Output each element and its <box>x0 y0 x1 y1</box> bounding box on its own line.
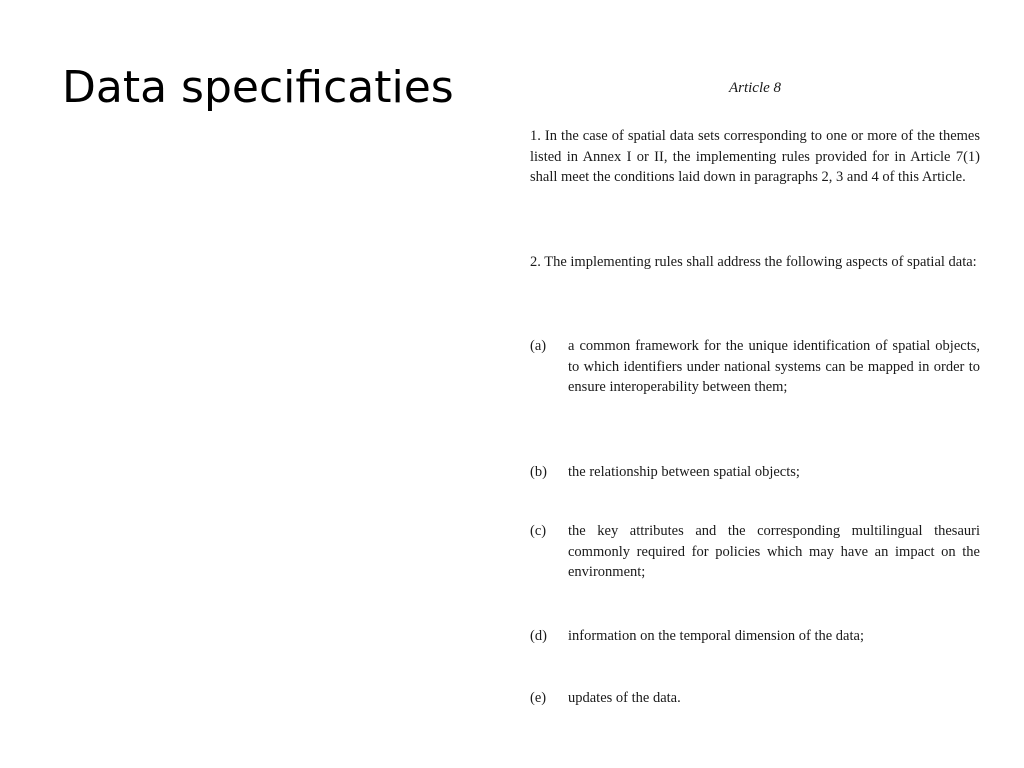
list-item-a <box>530 336 980 398</box>
list-item-d <box>530 626 980 647</box>
article-heading: Article 8 <box>728 80 782 96</box>
list-item-letter: (c) <box>530 523 547 539</box>
list-item-text: updates of the data. <box>568 690 681 706</box>
list-item-letter: (d) <box>530 628 547 644</box>
list-item-text: the relationship between spatial objects; <box>568 464 800 480</box>
list-item-c <box>530 521 980 583</box>
list-item-letter: (b) <box>530 464 547 480</box>
article-paragraph-1: 1. In the case of spatial data sets corresponding to one or more of the themes listed in Annex I or II, the implementing rules provided for in Article 7(1) shall meet the conditions laid down in paragraphs 2, 3 and 4 of this Article. <box>530 128 980 185</box>
slide-title: Data specificaties <box>62 62 454 113</box>
list-item-b <box>530 462 980 483</box>
list-item-letter: (e) <box>530 690 547 706</box>
article-excerpt <box>528 74 982 714</box>
list-item-letter: (a) <box>530 338 547 354</box>
list-item-text: information on the temporal dimension of the data; <box>568 628 864 644</box>
article-paragraph-2: 2. The implementing rules shall address the following aspects of spatial data: <box>530 254 977 270</box>
list-item-e <box>530 688 980 709</box>
list-item-text: a common framework for the unique identification of spatial objects, to which identifiers under national systems can be mapped in order to ensure interoperability between them; <box>568 338 980 395</box>
list-item-text: the key attributes and the corresponding multilingual thesauri commonly required for policies which may have an impact on the environment; <box>568 523 980 580</box>
